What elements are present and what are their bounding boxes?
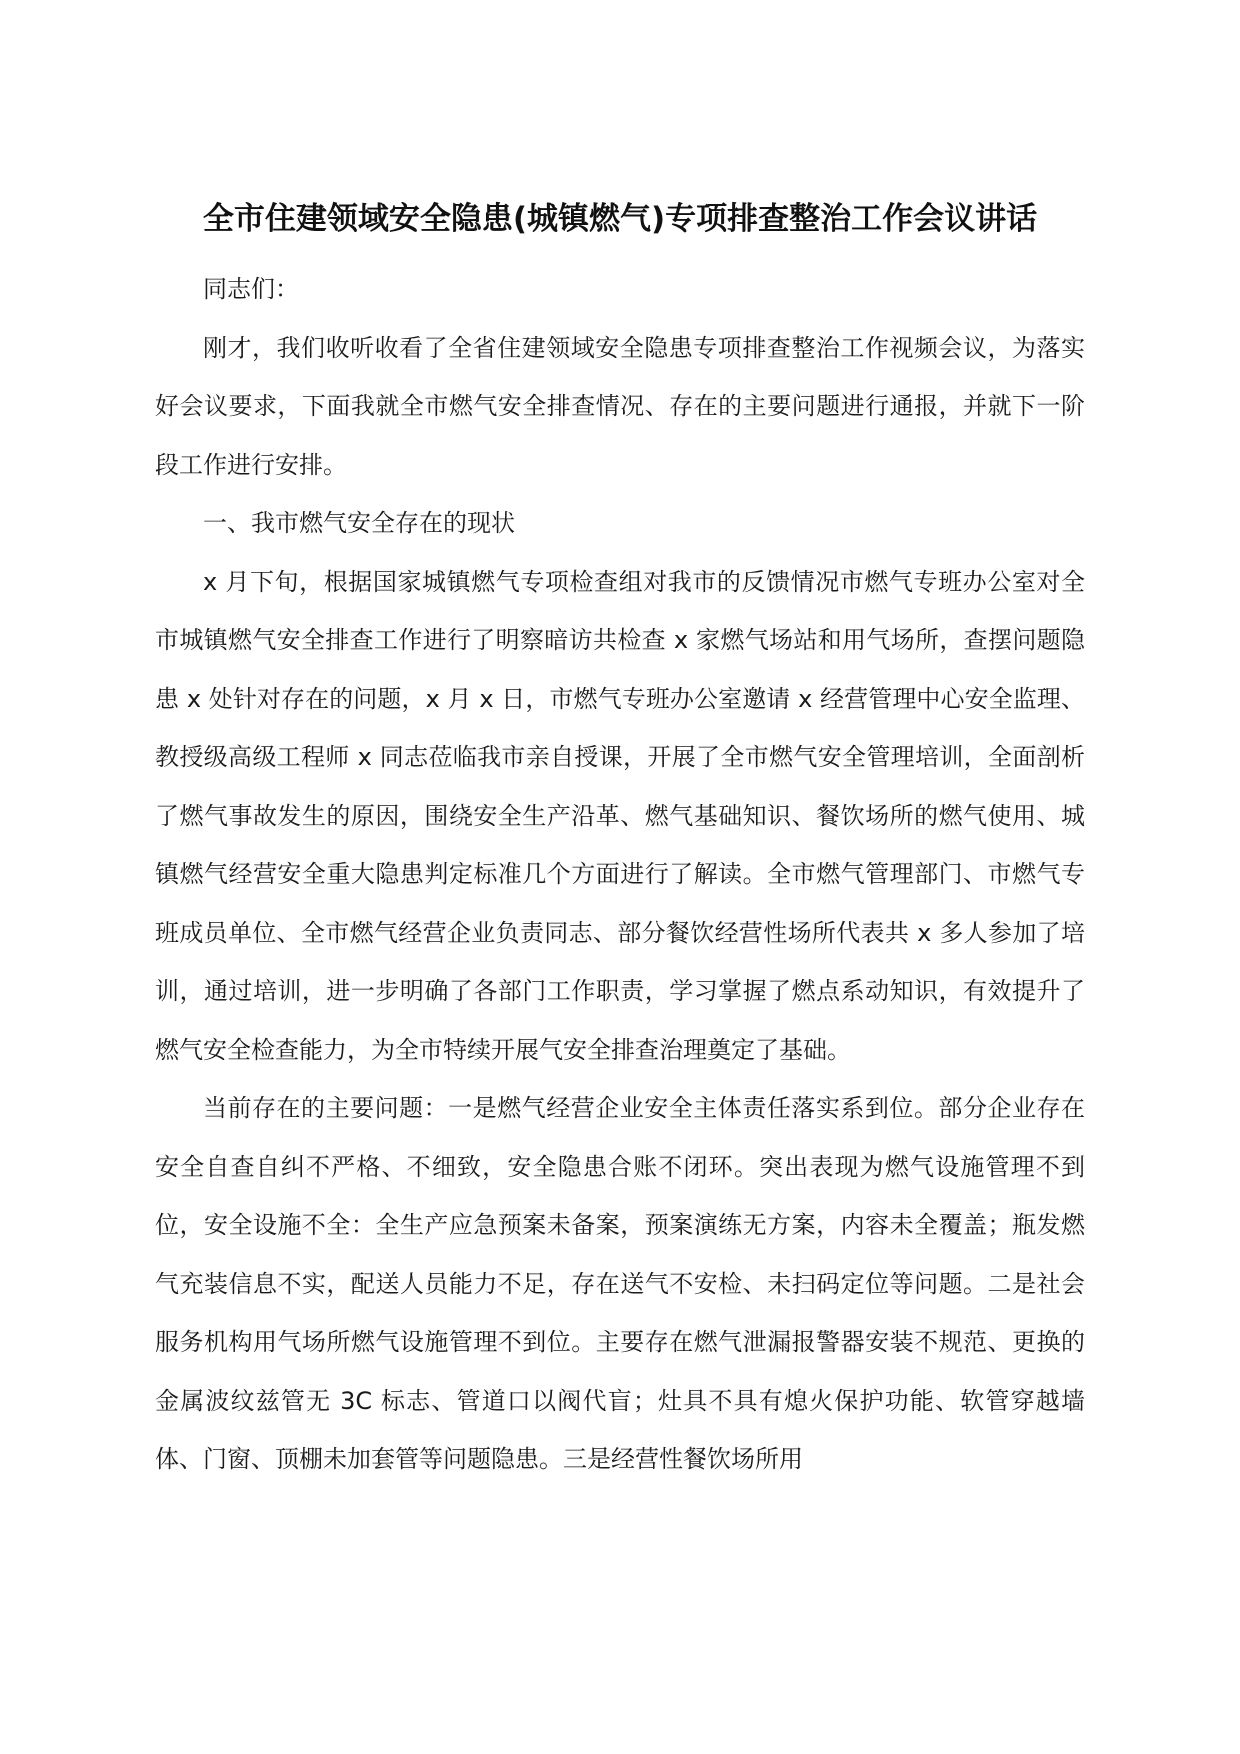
section-heading-1: 一、我市燃气安全存在的现状 bbox=[203, 509, 515, 537]
status-paragraph: x 月下旬，根据国家城镇燃气专项检查组对我市的反馈情况市燃气专班办公室对全市城镇燃气安全排查工作进行了明察暗访共检查 x 家燃气场站和用气场所，查摆问题隐患 x 处针对存在的问题，x 月 x 日，市燃气专班办公室邀请 x 经营管理中心安全监理、教授级高级工程师 x 同志莅临我市亲自授课，开展了全市燃气安全管理培训，全面剖析了燃气事故发生的原因，围绕安全生产沿革、燃气基础知识、餐饮场所的燃气使用、城镇燃气经营安全重大隐患判定标准几个方面进行了解读。全市燃气管理部门、市燃气专班成员单位、全市燃气经营企业负责同志、部分餐饮经营性场所代表共 x 多人参加了培训，通过培训，进一步明确了各部门工作职责，学习掌握了燃点系动知识，有效提升了燃气安全检查能力，为全市特续开展气安全排查治理奠定了基础。 bbox=[155, 567, 1085, 1064]
document-body bbox=[155, 190, 1085, 1489]
salutation-paragraph: 同志们： bbox=[203, 275, 299, 303]
intro-paragraph: 刚才，我们收听收看了全省住建领域安全隐患专项排查整治工作视频会议，为落实好会议要求，下面我就全市燃气安全排查情况、存在的主要问题进行通报，并就下一阶段工作进行安排。 bbox=[155, 333, 1085, 479]
problems-paragraph: 当前存在的主要问题：一是燃气经营企业安全主体责任落实系到位。部分企业存在安全自查自纠不严格、不细致，安全隐患合账不闭环。突出表现为燃气设施管理不到位，安全设施不全：全生产应急预案未备案，预案演练无方案，内容未全覆盖；瓶发燃气充装信息不实，配送人员能力不足，存在送气不安检、未扫码定位等问题。二是社会服务机构用气场所燃气设施管理不到位。主要存在燃气泄漏报警器安装不规范、更换的金属波纹兹管无 3C 标志、管道口以阀代盲；灶具不具有熄火保护功能、软管穿越墙体、门窗、顶棚未加套管等问题隐患。三是经营性餐饮场所用 bbox=[155, 1094, 1085, 1473]
document-title: 全市住建领域安全隐患(城镇燃气)专项排查整治工作会议讲话 bbox=[202, 201, 1038, 237]
